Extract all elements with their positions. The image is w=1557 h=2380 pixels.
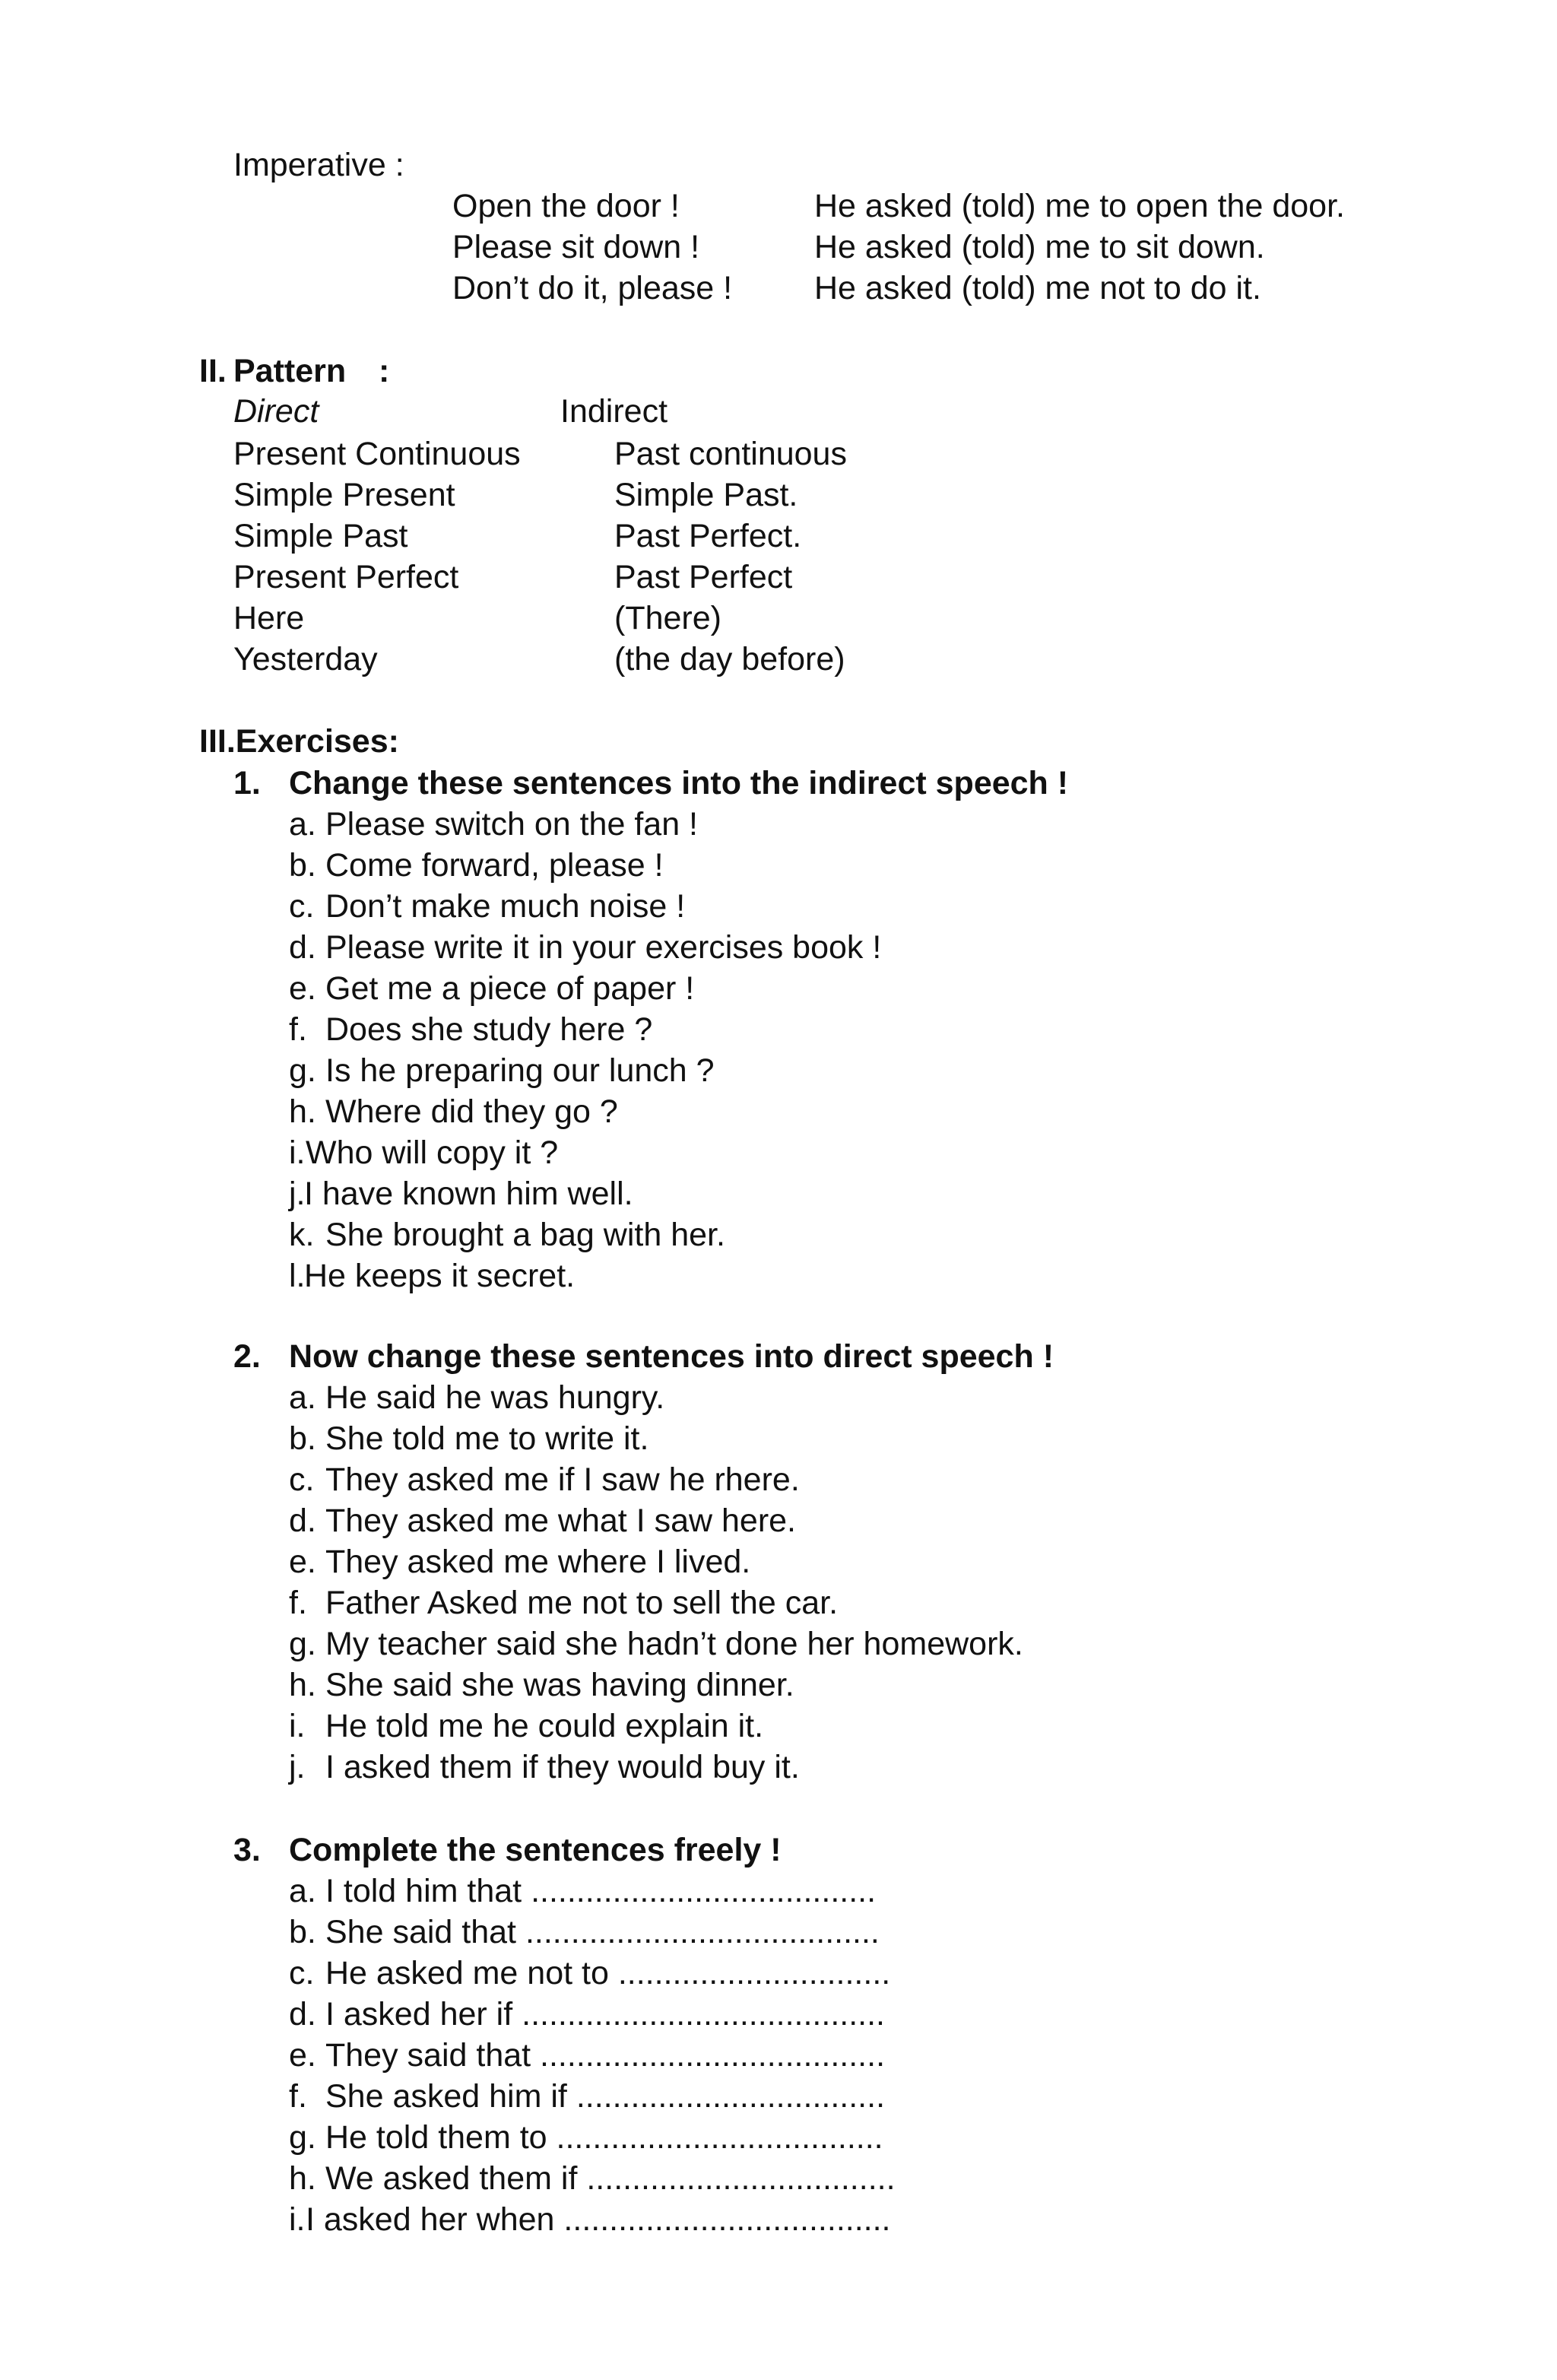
- exercise-1-item-g-letter: g.: [289, 1052, 316, 1089]
- exercise-1-item-h-text: Where did they go ?: [325, 1093, 618, 1130]
- exercise-1-item-a-text: Please switch on the fan !: [325, 806, 699, 843]
- pattern-indirect-1: Past continuous: [614, 436, 847, 472]
- pattern-number: II.: [199, 353, 227, 389]
- exercise-2-item-e-letter: e.: [289, 1544, 316, 1580]
- exercise-3-item-b-letter: b.: [289, 1914, 316, 1950]
- imperative-indirect-2: He asked (told) me to sit down.: [814, 229, 1265, 265]
- exercise-1-item-j-text: I have known him well.: [304, 1176, 633, 1212]
- exercise-1-item-b-text: Come forward, please !: [325, 847, 664, 884]
- exercise-3-item-f-letter: f.: [289, 2078, 307, 2115]
- exercise-2-item-f-letter: f.: [289, 1585, 307, 1621]
- pattern-direct-header: Direct: [233, 393, 319, 430]
- exercise-1-item-g-text: Is he preparing our lunch ?: [325, 1052, 715, 1089]
- pattern-indirect-2: Simple Past.: [614, 477, 798, 513]
- pattern-direct-2: Simple Present: [233, 477, 455, 513]
- pattern-colon: :: [379, 353, 390, 389]
- exercise-3-item-d-text: I asked her if ........................................: [325, 1996, 885, 2033]
- exercise-1-item-i-letter: i.: [289, 1134, 306, 1171]
- exercise-2-item-h-text: She said she was having dinner.: [325, 1667, 794, 1703]
- exercise-2-item-e-text: They asked me where I lived.: [325, 1544, 751, 1580]
- exercise-2-item-g-text: My teacher said she hadn’t done her homework.: [325, 1626, 1023, 1662]
- imperative-direct-3: Don’t do it, please !: [452, 270, 733, 306]
- exercise-2-number: 2.: [233, 1338, 261, 1375]
- exercise-1-item-e-letter: e.: [289, 970, 316, 1007]
- exercise-1-item-l-text: He keeps it secret.: [304, 1258, 576, 1294]
- exercise-1-item-d-text: Please write it in your exercises book !: [325, 929, 882, 966]
- exercise-3-title: Complete the sentences freely !: [289, 1832, 782, 1868]
- exercise-2-item-i-letter: i.: [289, 1708, 306, 1744]
- exercise-3-item-e-letter: e.: [289, 2037, 316, 2074]
- exercise-3-item-e-text: They said that ......................................: [325, 2037, 886, 2074]
- pattern-direct-6: Yesterday: [233, 641, 378, 678]
- exercise-2-item-g-letter: g.: [289, 1626, 316, 1662]
- exercise-3-item-h-letter: h.: [289, 2160, 316, 2197]
- exercise-3-item-b-text: She said that .......................................: [325, 1914, 880, 1950]
- exercise-2-item-f-text: Father Asked me not to sell the car.: [325, 1585, 839, 1621]
- exercise-2-item-h-letter: h.: [289, 1667, 316, 1703]
- exercises-heading: III.Exercises:: [199, 723, 399, 760]
- exercise-1-item-b-letter: b.: [289, 847, 316, 884]
- exercise-2-item-b-text: She told me to write it.: [325, 1420, 649, 1457]
- pattern-title: Pattern: [233, 353, 347, 389]
- imperative-indirect-1: He asked (told) me to open the door.: [814, 188, 1345, 224]
- exercise-3-item-a-text: I told him that ......................................: [325, 1873, 877, 1909]
- exercise-1-item-d-letter: d.: [289, 929, 316, 966]
- exercise-3-item-d-letter: d.: [289, 1996, 316, 2033]
- exercise-1-item-h-letter: h.: [289, 1093, 316, 1130]
- exercise-2-item-c-letter: c.: [289, 1461, 315, 1498]
- pattern-direct-1: Present Continuous: [233, 436, 521, 472]
- exercise-3-number: 3.: [233, 1832, 261, 1868]
- exercise-3-item-g-text: He told them to ....................................: [325, 2119, 883, 2156]
- exercise-3-item-c-text: He asked me not to ..............................: [325, 1955, 891, 1991]
- exercise-3-item-i-text: I asked her when ....................................: [306, 2201, 891, 2238]
- exercise-1-number: 1.: [233, 765, 261, 801]
- exercise-1-item-l-letter: l.: [289, 1258, 306, 1294]
- exercise-1-item-f-text: Does she study here ?: [325, 1011, 653, 1048]
- imperative-indirect-3: He asked (told) me not to do it.: [814, 270, 1261, 306]
- exercise-1-item-a-letter: a.: [289, 806, 316, 843]
- exercise-2-title: Now change these sentences into direct speech !: [289, 1338, 1054, 1375]
- exercise-1-item-e-text: Get me a piece of paper !: [325, 970, 695, 1007]
- exercise-2-item-d-letter: d.: [289, 1503, 316, 1539]
- exercise-2-item-j-letter: j.: [289, 1749, 306, 1785]
- exercise-1-title: Change these sentences into the indirect speech !: [289, 765, 1069, 801]
- exercise-2-item-a-text: He said he was hungry.: [325, 1379, 665, 1416]
- pattern-direct-5: Here: [233, 600, 305, 636]
- exercise-3-item-i-letter: i.: [289, 2201, 306, 2238]
- exercise-2-item-b-letter: b.: [289, 1420, 316, 1457]
- pattern-direct-4: Present Perfect: [233, 559, 459, 595]
- exercise-1-item-k-text: She brought a bag with her.: [325, 1217, 725, 1253]
- pattern-indirect-5: (There): [614, 600, 721, 636]
- exercise-2-item-a-letter: a.: [289, 1379, 316, 1416]
- exercise-2-item-c-text: They asked me if I saw he rhere.: [325, 1461, 800, 1498]
- pattern-indirect-3: Past Perfect.: [614, 518, 802, 554]
- exercise-1-item-f-letter: f.: [289, 1011, 307, 1048]
- exercise-2-item-j-text: I asked them if they would buy it.: [325, 1749, 800, 1785]
- exercise-3-item-f-text: She asked him if ..................................: [325, 2078, 886, 2115]
- exercise-2-item-d-text: They asked me what I saw here.: [325, 1503, 797, 1539]
- pattern-indirect-6: (the day before): [614, 641, 845, 678]
- exercise-3-item-h-text: We asked them if ..................................: [325, 2160, 896, 2197]
- imperative-direct-1: Open the door !: [452, 188, 680, 224]
- exercise-1-item-i-text: Who will copy it ?: [306, 1134, 559, 1171]
- exercise-2-item-i-text: He told me he could explain it.: [325, 1708, 764, 1744]
- imperative-direct-2: Please sit down !: [452, 229, 700, 265]
- pattern-indirect-header: Indirect: [560, 393, 668, 430]
- exercise-1-item-c-letter: c.: [289, 888, 315, 925]
- pattern-indirect-4: Past Perfect: [614, 559, 793, 595]
- exercise-3-item-c-letter: c.: [289, 1955, 315, 1991]
- pattern-direct-3: Simple Past: [233, 518, 408, 554]
- exercise-3-item-g-letter: g.: [289, 2119, 316, 2156]
- imperative-label: Imperative :: [233, 147, 404, 183]
- exercise-3-item-a-letter: a.: [289, 1873, 316, 1909]
- exercise-1-item-c-text: Don’t make much noise !: [325, 888, 686, 925]
- exercise-1-item-j-letter: j.: [289, 1176, 306, 1212]
- exercise-1-item-k-letter: k.: [289, 1217, 315, 1253]
